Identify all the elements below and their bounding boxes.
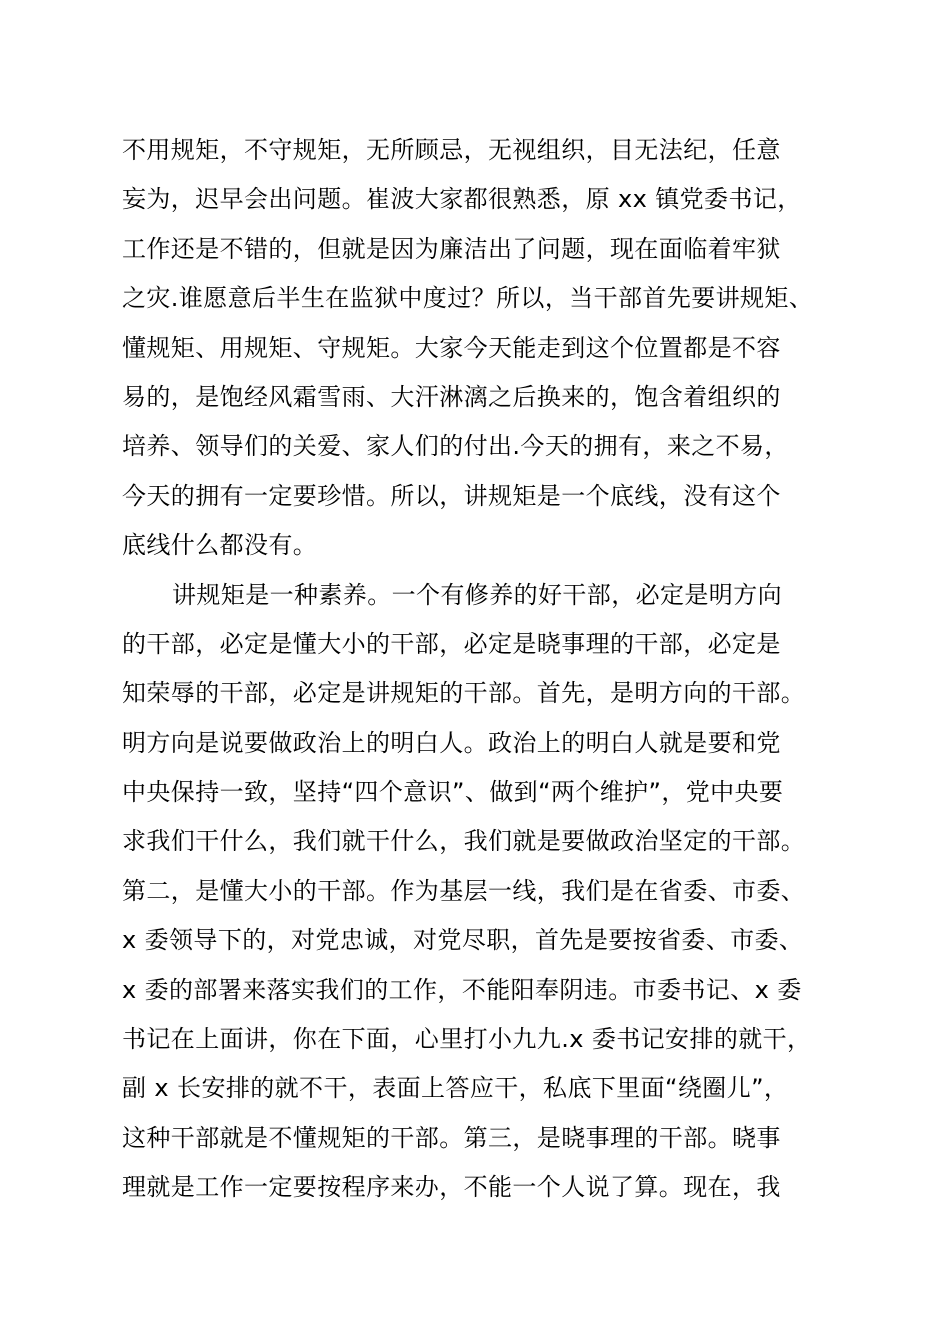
text-line: x 委的部署来落实我们的工作，不能阳奉阴违。市委书记、x 委 (122, 975, 802, 1004)
text-line: 妄为，迟早会出问题。崔波大家都很熟悉，原 xx 镇党委书记， (122, 185, 802, 214)
text-line: 书记在上面讲，你在下面，心里打小九九.x 委书记安排的就干， (122, 1025, 812, 1054)
paragraph-start-line: 讲规矩是一种素养。一个有修养的好干部，必定是明方向 (172, 580, 782, 609)
body-text (122, 126, 862, 1213)
text-line: 的干部，必定是懂大小的干部，必定是晓事理的干部，必定是 (122, 629, 781, 658)
text-line: 懂规矩、用规矩、守规矩。大家今天能走到这个位置都是不容 (122, 333, 781, 362)
text-line: 工作还是不错的，但就是因为廉洁出了问题，现在面临着牢狱 (122, 234, 781, 263)
text-line: 第二，是懂大小的干部。作为基层一线，我们是在省委、市委、 (122, 876, 806, 905)
text-line: x 委领导下的，对党忠诚，对党尽职，首先是要按省委、市委、 (122, 926, 804, 955)
text-line: 求我们干什么，我们就干什么，我们就是要做政治坚定的干部。 (122, 827, 806, 856)
text-line: 底线什么都没有。 (122, 531, 318, 560)
text-line: 副 x 长安排的就不干，表面上答应干，私底下里面“绕圈儿”， (122, 1074, 789, 1103)
text-line: 明方向是说要做政治上的明白人。政治上的明白人就是要和党 (122, 728, 781, 757)
text-line: 今天的拥有一定要珍惜。所以，讲规矩是一个底线，没有这个 (122, 481, 781, 510)
text-line: 不用规矩，不守规矩，无所顾忌，无视组织，目无法纪，任意 (122, 136, 781, 164)
text-line: 这种干部就是不懂规矩的干部。第三，是晓事理的干部。晓事 (122, 1123, 781, 1152)
text-line: 培养、领导们的关爱、家人们的付出.今天的拥有，来之不易， (122, 432, 789, 461)
text-line: 易的，是饱经风霜雪雨、大汗淋漓之后换来的，饱含着组织的 (122, 382, 781, 411)
text-line: 之灾.谁愿意后半生在监狱中度过？所以，当干部首先要讲规矩、 (122, 284, 814, 313)
text-line: 理就是工作一定要按程序来办，不能一个人说了算。现在，我 (122, 1173, 781, 1202)
text-line: 知荣辱的干部，必定是讲规矩的干部。首先，是明方向的干部。 (122, 679, 806, 708)
text-line: 中央保持一致，坚持“四个意识”、做到“两个维护”，党中央要 (122, 778, 784, 807)
